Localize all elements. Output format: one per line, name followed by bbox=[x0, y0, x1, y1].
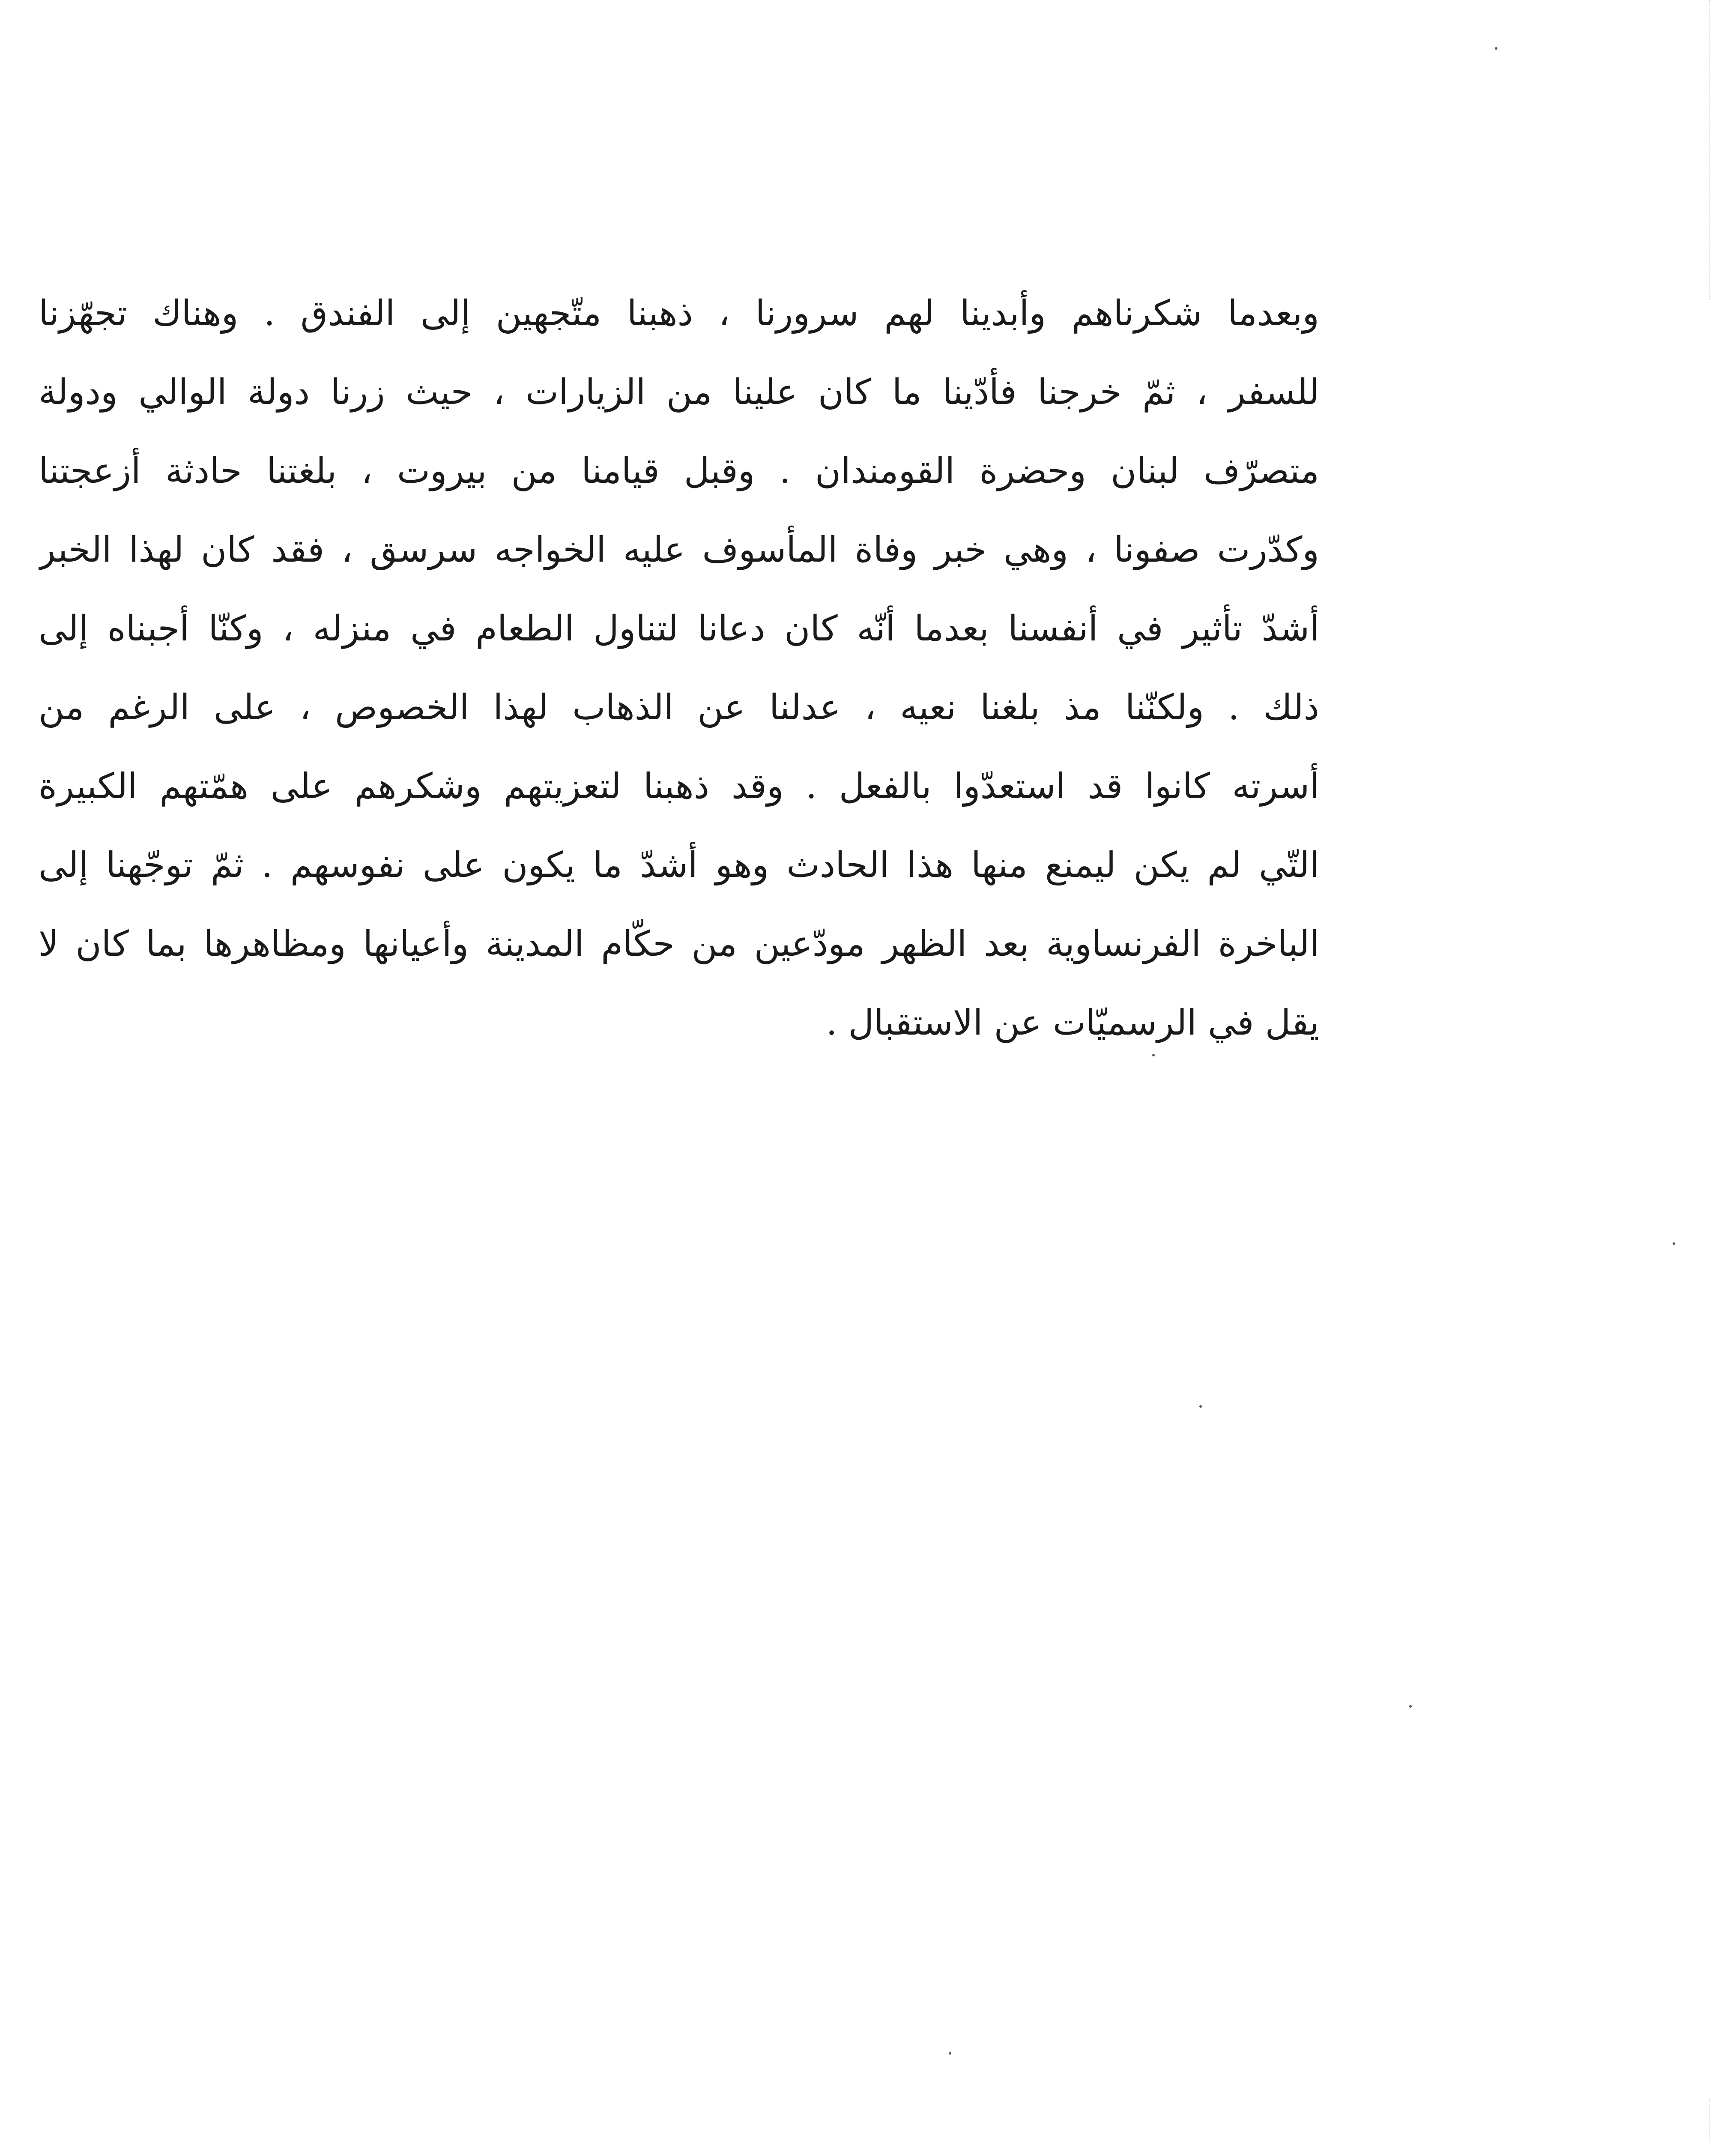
paragraph-line-6: ذلك . ولكنّنا مذ بلغنا نعيه ، عدلنا عن الذهاب لهذا الخصوص ، على الرغم من bbox=[39, 687, 1319, 728]
paragraph-line-9: الباخرة الفرنساوية بعد الظهر مودّعين من حكّام المدينة وأعيانها ومظاهرها بما كان لا bbox=[39, 924, 1319, 964]
scan-speck bbox=[949, 2052, 951, 2055]
paragraph-line-10: يقل في الرسميّات عن الاستقبال . bbox=[826, 1002, 1319, 1043]
body-paragraph bbox=[39, 274, 1319, 1062]
scan-speck bbox=[1409, 1705, 1412, 1708]
scan-speck bbox=[1152, 1054, 1155, 1056]
scan-speck bbox=[1495, 47, 1497, 50]
scan-speck bbox=[1199, 1405, 1202, 1408]
paragraph-line-8: التّي لم يكن ليمنع منها هذا الحادث وهو أشدّ ما يكون على نفوسهم . ثمّ توجّهنا إلى bbox=[39, 845, 1319, 886]
paragraph-line-4: وكدّرت صفونا ، وهي خبر وفاة المأسوف عليه الخواجه سرسق ، فقد كان لهذا الخبر bbox=[39, 530, 1319, 570]
paragraph-line-5: أشدّ تأثير في أنفسنا بعدما أنّه كان دعانا لتناول الطعام في منزله ، وكنّا أجبناه إلى bbox=[39, 608, 1319, 649]
paragraph-line-3: متصرّف لبنان وحضرة القومندان . وقبل قيامنا من بيروت ، بلغتنا حادثة أزعجتنا bbox=[39, 451, 1319, 491]
paragraph-line-2: للسفر ، ثمّ خرجنا فأدّينا ما كان علينا من الزيارات ، حيث زرنا دولة الوالي ودولة bbox=[39, 372, 1319, 413]
scan-edge-mark-bottom bbox=[1709, 2099, 1736, 2142]
paragraph-line-7: أسرته كانوا قد استعدّوا بالفعل . وقد ذهبنا لتعزيتهم وشكرهم على همّتهم الكبيرة bbox=[39, 766, 1319, 807]
scan-speck bbox=[1673, 1242, 1675, 1245]
scan-edge-mark-top bbox=[1709, 0, 1736, 300]
paragraph-line-1: وبعدما شكرناهم وأبدينا لهم سرورنا ، ذهبنا متّجهين إلى الفندق . وهناك تجهّزنا bbox=[39, 293, 1319, 334]
